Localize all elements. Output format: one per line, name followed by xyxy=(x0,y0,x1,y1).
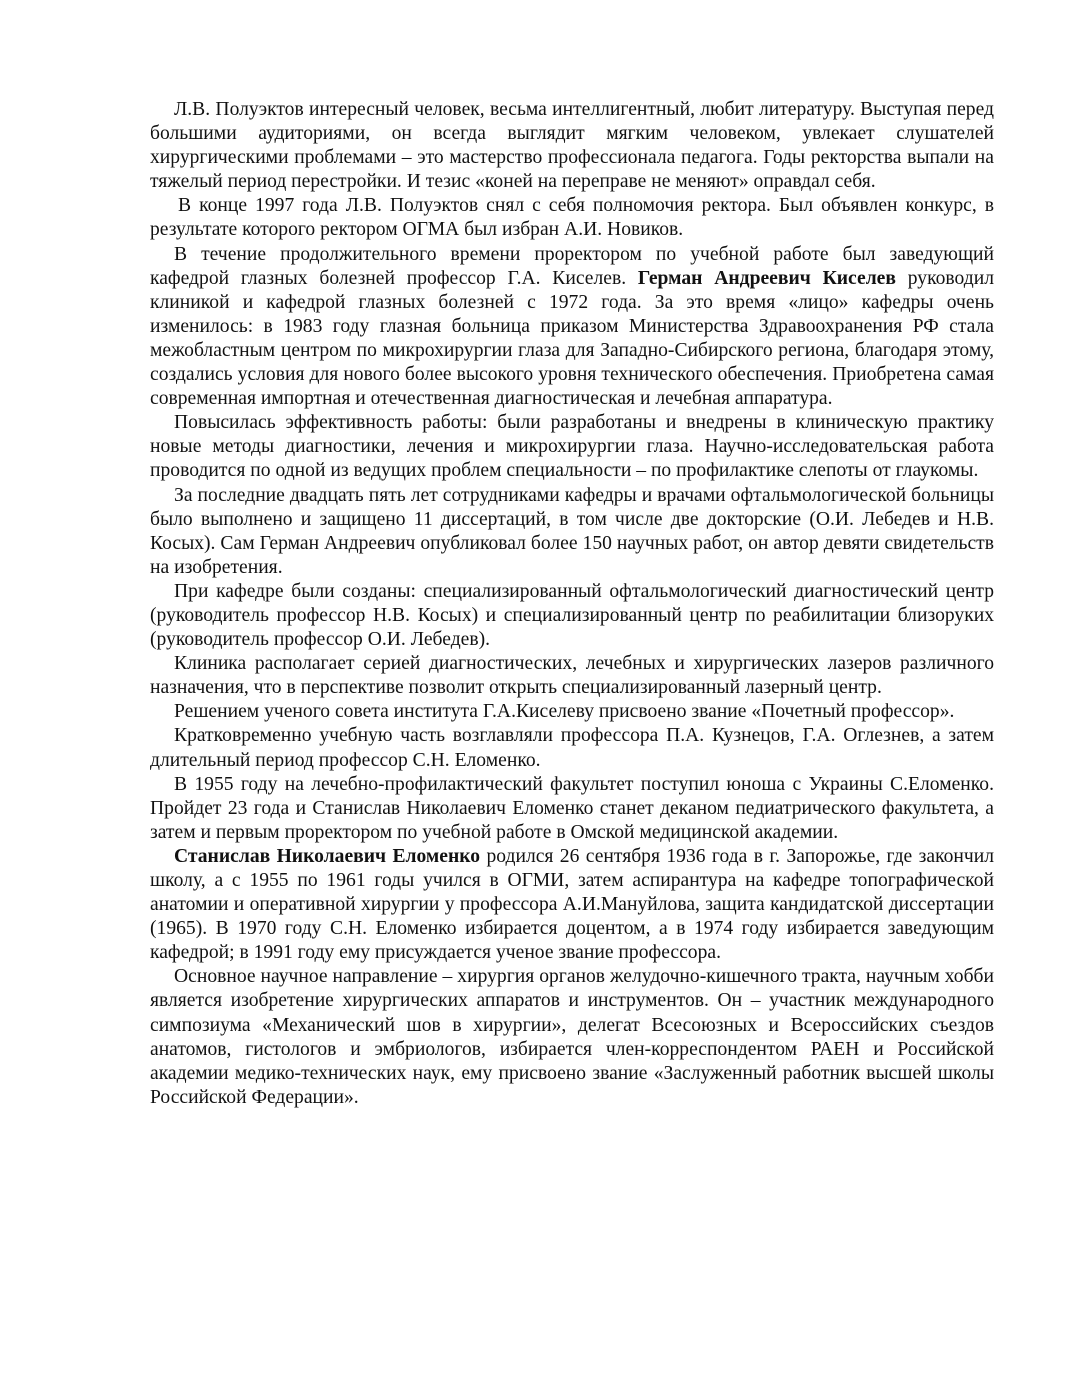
document-page xyxy=(150,98,994,1110)
paragraph-4 xyxy=(150,411,994,483)
paragraph-11 xyxy=(150,845,994,965)
bold-name-elomenko: Станислав Николаевич Еломенко xyxy=(174,845,481,867)
paragraph-text: Повысилась эффективность работы: были разработаны и внедрены в клиническую практику новые методы диагностики, лечения и микрохирургии глаза. Научно-исследовательская работа проводится по одной из ведущих проблем специальности – по профилактике слепоты от глаукомы. xyxy=(150,412,994,482)
paragraph-3 xyxy=(150,243,994,412)
paragraph-text: Л.В. Полуэктов интересный человек, весьма интеллигентный, любит литературу. Выступая перед большими аудиториями, он всегда выглядит мягким человеком, увлекает слушателей хирургическими проблемами – это мастерство профессионала педагога. Годы ректорства выпали на тяжелый период перестройки. И тезис «коней на переправе не меняют» оправдал себя. xyxy=(150,99,994,193)
paragraph-text: При кафедре были созданы: специализированный офтальмологический диагностический центр (руководитель профессор Н.В. Косых) и специализированный центр по реабилитации близоруких (руководитель профессор О.И. Лебедев). xyxy=(150,580,994,651)
paragraph-text: В течение продолжительного времени проректором по учебной работе был заведующий кафедрой глазных болезней профессор Г.А. Киселев. xyxy=(150,243,994,289)
paragraph-text: В конце 1997 года Л.В. Полуэктов снял с себя полномочия ректора. Был объявлен конкурс, в результате которого ректором ОГМА был избран А.И. Новиков. xyxy=(150,195,994,241)
paragraph-7 xyxy=(150,652,994,700)
paragraph-6 xyxy=(150,580,994,652)
paragraph-text: Кратковременно учебную часть возглавляли профессора П.А. Кузнецов, Г.А. Оглезнев, а затем длительный период профессор С.Н. Еломенко. xyxy=(150,725,994,771)
paragraph-text: В 1955 году на лечебно-профилактический факультет поступил юноша с Украины С.Еломенко. Пройдет 23 года и Станислав Николаевич Еломенко станет деканом педиатрического факультета, а затем и первым проректором по учебной работе в Омской медицинской академии. xyxy=(150,773,994,843)
paragraph-text: Клиника располагает серией диагностических, лечебных и хирургических лазеров различного назначения, что в перспективе позволит открыть специализированный лазерный центр. xyxy=(150,653,994,699)
paragraph-2 xyxy=(150,194,994,242)
paragraph-text: За последние двадцать пять лет сотрудниками кафедры и врачами офтальмологической больницы было выполнено и защищено 11 диссертаций, в том числе две докторские (О.И. Лебедев и Н.В. Косых). Сам Герман Андреевич опубликовал более 150 научных работ, он автор девяти свидетельств на изобретения. xyxy=(150,484,994,578)
paragraph-text: Решением ученого совета института Г.А.Киселеву присвоено звание «Почетный профессор». xyxy=(174,701,955,723)
paragraph-text: руководил клиникой и кафедрой глазных болезней с 1972 года. За это время «лицо» кафедры очень изменилось: в 1983 году глазная больница приказом Министерства Здравоохранения РФ стала межобластным центром по микрохирургии глаза для Западно-Сибирского региона, благодаря этому, создались условия для нового более высокого уровня технического обеспечения. Приобретена самая современная импортная и отечественная диагностическая и лечебная аппаратура. xyxy=(150,267,994,410)
paragraph-5 xyxy=(150,484,994,580)
paragraph-1 xyxy=(150,98,994,194)
paragraph-text: Основное научное направление – хирургия органов желудочно-кишечного тракта, научным хобби является изобретение хирургических аппаратов и инструментов. Он – участник международного симпозиума «Механический шов в хирургии», делегат Всесоюзных и Всероссийских съездов анатомов, гистологов и эмбриологов, избирается член-корреспондентом РАЕН и Российской академии медико-технических наук, ему присвоено звание «Заслуженный работник высшей школы Российской Федерации». xyxy=(150,966,994,1108)
bold-name-kiselev: Герман Андреевич Киселев xyxy=(637,267,896,289)
paragraph-text: родился 26 сентября 1936 года в г. Запорожье, где закончил школу, а с 1955 по 1961 годы учился в ОГМИ, затем аспирантура на кафедре топографической анатомии и оперативной хирургии у профессора А.И.Мануйлова, защита кандидатской диссертации (1965). В 1970 году С.Н. Еломенко избирается доцентом, а в 1974 году избирается заведующим кафедрой; в 1991 году ему присуждается ученое звание профессора. xyxy=(150,845,994,964)
paragraph-12 xyxy=(150,965,994,1110)
paragraph-9 xyxy=(150,724,994,772)
paragraph-8 xyxy=(150,700,994,724)
paragraph-10 xyxy=(150,773,994,845)
